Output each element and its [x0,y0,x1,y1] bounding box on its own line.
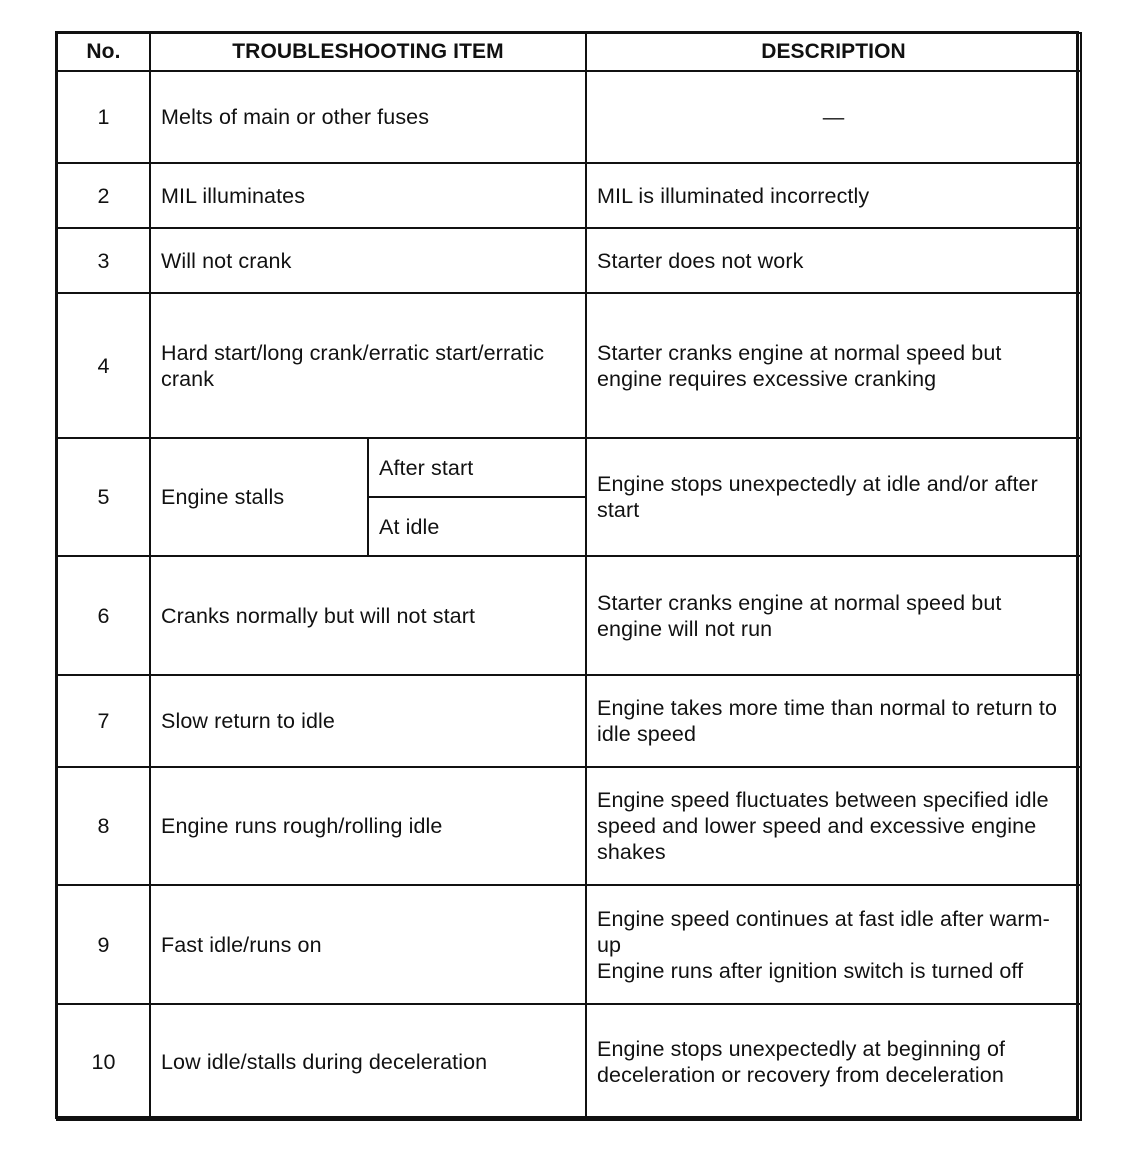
table-row [57,293,1081,438]
description: Starter does not work [586,228,1081,293]
description: Engine stops unexpectedly at beginning of deceleration or recovery from deceleration [586,1004,1081,1120]
troubleshooting-item: Low idle/stalls during deceleration [150,1004,586,1120]
troubleshooting-item: Melts of main or other fuses [150,71,586,163]
row-number: 8 [57,767,150,885]
description: Engine stops unexpectedly at idle and/or after start [586,438,1081,556]
description: Engine takes more time than normal to return to idle speed [586,675,1081,767]
row-number: 10 [57,1004,150,1120]
row-number: 4 [57,293,150,438]
description-line: Engine runs after ignition switch is turned off [597,958,1024,983]
sub-item: After start [368,438,586,497]
header-row [57,33,1081,71]
table-row [57,1004,1081,1120]
row-number: 9 [57,885,150,1004]
row-number: 3 [57,228,150,293]
table-row [57,885,1081,1004]
table-row [57,228,1081,293]
table-row [57,71,1081,163]
table-row [57,556,1081,675]
troubleshooting-item: MIL illuminates [150,163,586,228]
table-row [57,438,1081,497]
troubleshooting-item: Engine stalls [150,438,368,556]
sub-item: At idle [368,497,586,556]
description: — [586,71,1081,163]
troubleshooting-table [56,32,1082,1121]
header-description: DESCRIPTION [586,33,1081,71]
description-line: Engine speed continues at fast idle after warm-up [597,906,1050,957]
header-no: No. [57,33,150,71]
description: Starter cranks engine at normal speed but engine will not run [586,556,1081,675]
description: Engine speed fluctuates between specified idle speed and lower speed and excessive engine shakes [586,767,1081,885]
row-number: 7 [57,675,150,767]
troubleshooting-item: Will not crank [150,228,586,293]
description [586,885,1081,1004]
table-row [57,767,1081,885]
troubleshooting-item: Hard start/long crank/erratic start/erratic crank [150,293,586,438]
troubleshooting-item: Fast idle/runs on [150,885,586,1004]
table-row [57,163,1081,228]
troubleshooting-item: Engine runs rough/rolling idle [150,767,586,885]
row-number: 5 [57,438,150,556]
row-number: 1 [57,71,150,163]
row-number: 6 [57,556,150,675]
row-number: 2 [57,163,150,228]
description: Starter cranks engine at normal speed but engine requires excessive cranking [586,293,1081,438]
table-row [57,675,1081,767]
troubleshooting-item: Cranks normally but will not start [150,556,586,675]
header-troubleshooting-item: TROUBLESHOOTING ITEM [150,33,586,71]
description: MIL is illuminated incorrectly [586,163,1081,228]
troubleshooting-item: Slow return to idle [150,675,586,767]
